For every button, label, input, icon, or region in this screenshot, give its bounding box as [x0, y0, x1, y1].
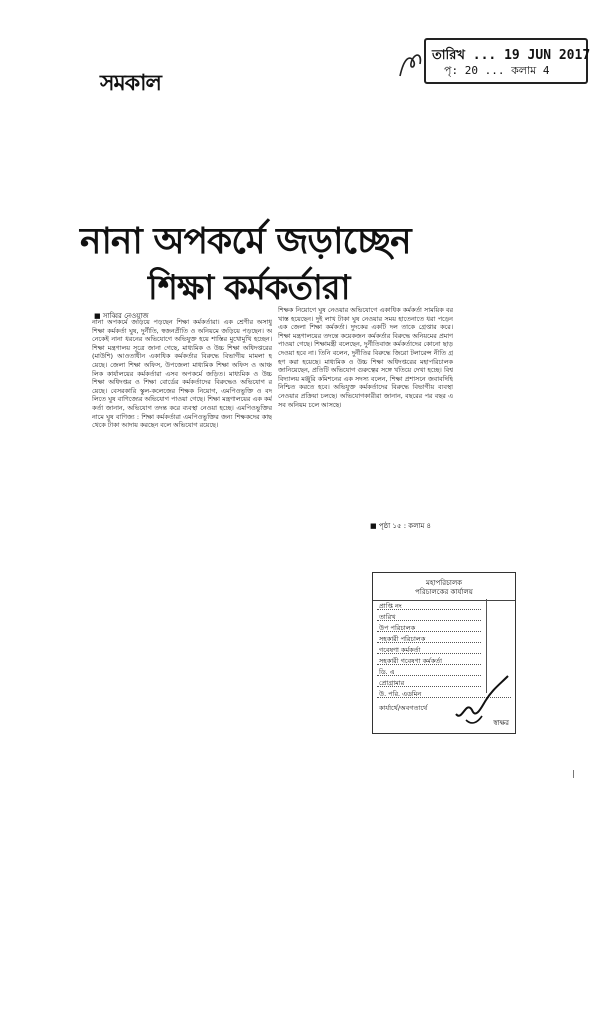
newspaper-masthead: সমকাল [100, 70, 161, 96]
routing-slip-row: তারিখ [379, 613, 396, 621]
routing-slip-rule [377, 631, 481, 632]
routing-slip-row: উপ পরিচালক [379, 624, 416, 632]
routing-slip-row: সহকারী গবেষণা কর্মকর্তা [379, 657, 443, 665]
routing-slip-row: ডি. এ [379, 668, 395, 676]
routing-slip-office: মহাপরিচালক [425, 579, 463, 587]
handwritten-mark-icon [396, 48, 426, 82]
routing-slip-row: প্রোগ্রামার [379, 679, 405, 687]
routing-slip-rule [377, 609, 481, 610]
routing-slip-signature-label: স্বাক্ষর [493, 719, 509, 727]
scan-mark [573, 770, 574, 778]
routing-slip-footer-line: কার্যার্থে/অবগতার্থে [379, 704, 428, 712]
routing-slip-row: সহকারী পরিচালক [379, 635, 426, 643]
byline: ■ সাব্বির নেওয়াজ [94, 312, 149, 320]
routing-slip-rule [377, 664, 481, 665]
headline-line-1: নানা অপকর্মে জড়াচ্ছেন [80, 221, 411, 262]
date-stamp [424, 38, 591, 84]
article-column-2: শিক্ষক নিয়োগে ঘুষ নেওয়ার অভিযোগে একাধিক কর্মকর্তা সাময়িক বরখাস্ত হয়েছেন। দুই লাখ টাকা ঘুষ নেওয়ার সময় হাতেনাতে ধরা পড়েন এক জেলা শিক্ষা কর্মকর্তা। দুদকের একটি দল তাকে গ্রেপ্তার করে। শিক্ষা মন্ত্রণালয়ের তদন্তে কয়েকজন কর্মকর্তার বিরুদ্ধে অনিয়মের প্রমাণ পাওয়া গেছে। শিক্ষামন্ত্রী বলেছেন, দুর্নীতিবাজ কর্মকর্তাদের কোনো ছাড় দেওয়া হবে না। তিনি বলেন, দুর্নীতির বিরুদ্ধে জিরো টলারেন্স নীতি গ্রহণ করা হয়েছে। মাধ্যমিক ও উচ্চ শিক্ষা অধিদপ্তরের মহাপরিচালক জানিয়েছেন, প্রতিটি অভিযোগ গুরুত্বের সঙ্গে খতিয়ে দেখা হচ্ছে। বিশ্ববিদ্যালয় মঞ্জুরি কমিশনের এক সদস্য বলেন, শিক্ষা প্রশাসনে জবাবদিহি নিশ্চিত করতে হবে। অভিযুক্ত কর্মকর্তাদের বিরুদ্ধে বিভাগীয় ব্যবস্থা নেওয়ার প্রক্রিয়া চলছে। অভিযোগকারীরা জানান, বছরের পর বছর এসব অনিয়ম চলে আসছে। [278, 306, 453, 409]
article-column-1: নানা অপকর্মে জড়িয়ে পড়ছেন শিক্ষা কর্মকর্তারা। এক শ্রেণীর অসাধু শিক্ষা কর্মকর্তা ঘুষ, দুর্নীতি, স্বজনপ্রীতি ও অনিয়মে জড়িয়ে পড়ছেন। অনেকেই নানা ধরনের অভিযোগে অভিযুক্ত হয়ে শাস্তির মুখোমুখি হচ্ছেন। শিক্ষা মন্ত্রণালয় সূত্রে জানা গেছে, মাধ্যমিক ও উচ্চ শিক্ষা অধিদপ্তরের (মাউশি) আওতাধীন একাধিক কর্মকর্তার বিরুদ্ধে বিভাগীয় মামলা হয়েছে। জেলা শিক্ষা অফিস, উপজেলা মাধ্যমিক শিক্ষা অফিস ও আঞ্চলিক কার্যালয়ের কর্মকর্তারা এসব অপকর্মে জড়িত। মাধ্যমিক ও উচ্চ শিক্ষা অধিদপ্তর ও শিক্ষা বোর্ডের কর্মকর্তাদের বিরুদ্ধেও অভিযোগ রয়েছে। বেসরকারি স্কুল-কলেজের শিক্ষক নিয়োগ, এমপিওভুক্তি ও বদলিতে ঘুষ বাণিজ্যের অভিযোগ পাওয়া গেছে। শিক্ষা মন্ত্রণালয়ের এক কর্মকর্তা জানান, অভিযোগ তদন্ত করে ব্যবস্থা নেওয়া হচ্ছে। এমপিওভুক্তির নামে ঘুষ বাণিজ্য : শিক্ষা কর্মকর্তারা এমপিওভুক্তির জন্য শিক্ষকদের কাছ থেকে টাকা আদায় করছেন বলে অভিযোগ রয়েছে। [92, 318, 272, 430]
handwritten-signature-icon [452, 670, 514, 730]
routing-slip-row: গবেষণা কর্মকর্তা [379, 646, 421, 654]
routing-slip-subtitle: পরিচালকের কার্যালয় [373, 586, 515, 601]
continued-note: ■ পৃষ্ঠা ১৫ : কলাম ৪ [370, 522, 432, 530]
date-stamp-page: পৃ: 20 ... কলাম 4 [444, 64, 550, 77]
routing-slip-row: উ. পরি. এডমিন [379, 690, 422, 698]
date-stamp-date: তারিখ ... 19 JUN 2017 [432, 48, 591, 63]
routing-slip-rule [377, 620, 481, 621]
headline-line-2: শিক্ষা কর্মকর্তারা [148, 268, 350, 308]
routing-slip-rule [377, 642, 481, 643]
routing-slip-row: প্রাপ্তি নং [379, 602, 402, 610]
routing-slip-rule [377, 653, 481, 654]
